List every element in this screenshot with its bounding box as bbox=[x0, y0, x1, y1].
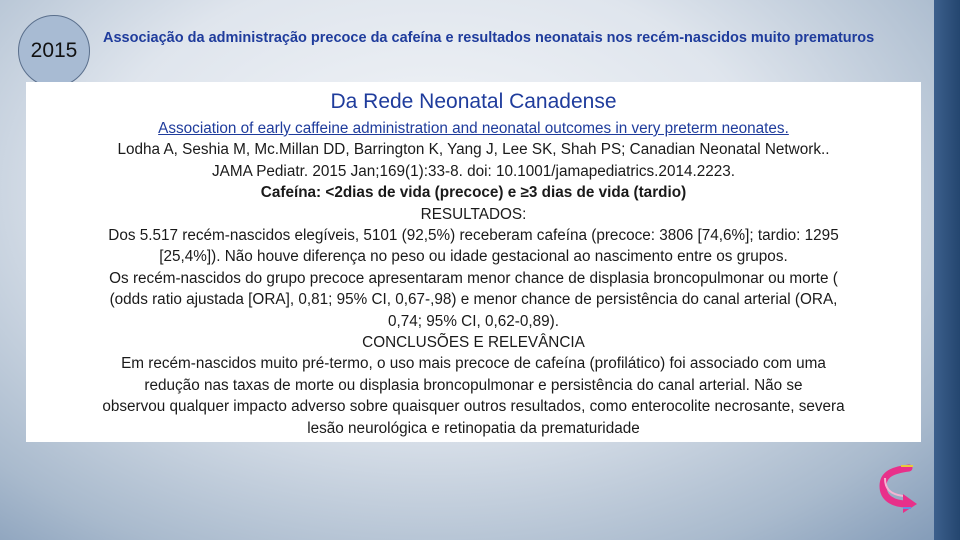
article-title-link[interactable]: Association of early caffeine administration and neonatal outcomes in very preterm neonates. bbox=[158, 120, 789, 137]
content-box bbox=[26, 82, 921, 442]
results-line-4: (odds ratio ajustada [ORA], 0,81; 95% CI, 0,67-,98) e menor chance de persistência do canal arterial (ORA, bbox=[109, 291, 838, 309]
conclusions-line-1: Em recém-nascidos muito pré-termo, o uso mais precoce de cafeína (profilático) foi associado com uma bbox=[121, 355, 826, 373]
year-badge bbox=[18, 15, 90, 87]
authors-line: Lodha A, Seshia M, Mc.Millan DD, Barrington K, Yang J, Lee SK, Shah PS; Canadian Neonatal Network.. bbox=[117, 141, 830, 159]
conclusions-line-4: lesão neurológica e retinopatia da prematuridade bbox=[307, 419, 640, 437]
content-text bbox=[26, 88, 921, 439]
conclusions-heading: CONCLUSÕES E RELEVÂNCIA bbox=[362, 334, 585, 352]
caffeine-definition: Cafeína: <2dias de vida (precoce) e ≥3 dias de vida (tardio) bbox=[260, 184, 687, 202]
conclusions-line-2: redução nas taxas de morte ou displasia broncopulmonar e persistência do canal arterial. Não se bbox=[144, 376, 803, 394]
year-label: 2015 bbox=[30, 39, 78, 62]
results-line-2: [25,4%]). Não houve diferença no peso ou idade gestacional ao nascimento entre os grupos. bbox=[159, 248, 788, 266]
results-heading: RESULTADOS: bbox=[420, 205, 527, 223]
results-line-1: Dos 5.517 recém-nascidos elegíveis, 5101 (92,5%) receberam cafeína (precoce: 3806 [74,6%]; tardio: 1295 bbox=[108, 227, 839, 245]
conclusions-line-3: observou qualquer impacto adverso sobre quaisquer outros resultados, como enterocolite necrosante, severa bbox=[102, 398, 845, 416]
results-line-3: Os recém-nascidos do grupo precoce apresentaram menor chance de displasia broncopulmonar ou morte ( bbox=[109, 269, 838, 287]
slide-title: Associação da administração precoce da cafeína e resultados neonatais nos recém-nascidos muito prematuros bbox=[103, 30, 875, 46]
network-heading: Da Rede Neonatal Canadense bbox=[330, 90, 617, 113]
results-line-5: 0,74; 95% CI, 0,62-0,89). bbox=[388, 312, 559, 330]
return-arrow-icon[interactable] bbox=[873, 460, 925, 516]
citation-line: JAMA Pediatr. 2015 Jan;169(1):33-8. doi: 10.1001/jamapediatrics.2014.2223. bbox=[212, 162, 735, 180]
right-decorative-strip bbox=[934, 0, 960, 540]
